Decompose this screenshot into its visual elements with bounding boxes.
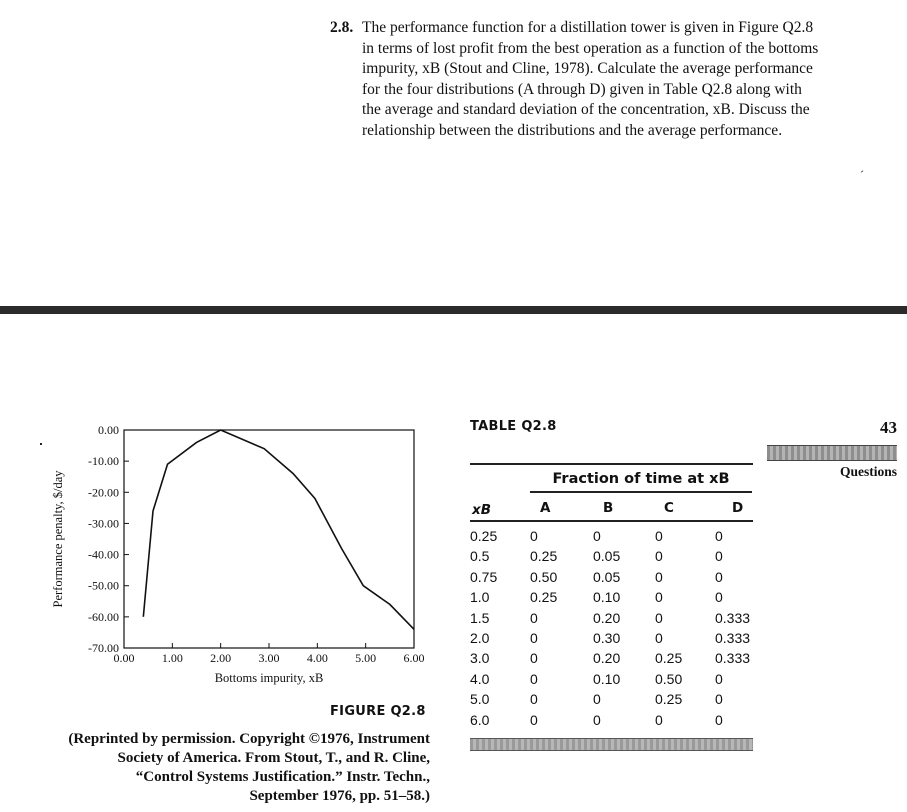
problem-line: relationship between the distributions and the average performance.: [362, 121, 783, 139]
table-cell: 0.333: [715, 609, 751, 626]
table-cell: 0.25: [530, 548, 558, 565]
table-cell: 0.20: [593, 650, 621, 667]
table-header-rule: [470, 520, 753, 522]
table-cell: 0.50: [655, 670, 683, 687]
credit-line: September 1976, pp. 51–58.): [249, 788, 430, 804]
x-tick-label: 0.00: [113, 651, 135, 665]
table-cell: 0.30: [593, 630, 621, 646]
y-tick-label: -10.00: [88, 454, 119, 469]
table-cell: 0: [715, 528, 723, 544]
figure-label: FIGURE Q2.8: [330, 704, 426, 719]
performance-line: [143, 430, 414, 629]
table-top-rule: [470, 463, 753, 465]
table-col-b: B: [603, 500, 614, 516]
table-cell: 0: [530, 630, 538, 646]
table-cell: 0: [655, 568, 663, 585]
page-header-bar: [767, 445, 897, 461]
table-col-c: C: [664, 500, 674, 516]
table-cell: 0: [530, 609, 538, 626]
table-cell: 0: [715, 548, 723, 565]
table-cell: 0: [530, 528, 538, 544]
table-cell: 0.05: [593, 568, 621, 585]
problem-line: for the four distributions (A through D) given in Table Q2.8 along with: [362, 80, 802, 98]
table-cell-xb: 0.75: [470, 568, 498, 585]
table-cell: 0.10: [593, 589, 621, 606]
y-tick-label: -60.00: [88, 609, 119, 624]
table-cell: 0.333: [715, 630, 751, 646]
table-cell: 0.25: [655, 650, 683, 667]
table-cell: 0: [530, 670, 538, 687]
table-cell: 0.25: [655, 691, 683, 708]
x-tick-label: 5.00: [355, 651, 377, 665]
page-number: 43: [880, 418, 897, 437]
table-cell: 0.20: [593, 609, 621, 626]
table-cell: 0: [530, 711, 538, 728]
x-tick-label: 4.00: [306, 651, 328, 665]
group-header-rule: [530, 491, 752, 493]
table-cell-xb: 0.25: [470, 528, 498, 544]
table-cell-xb: 2.0: [470, 630, 490, 646]
table-cell: 0.25: [530, 589, 558, 606]
stray-mark: ˊ: [860, 168, 864, 182]
table-cell: 0: [715, 711, 723, 728]
x-tick-label: 1.00: [161, 651, 183, 665]
table-cell: 0: [655, 630, 663, 646]
problem-line: in terms of lost profit from the best operation as a function of the bottoms: [362, 39, 819, 57]
y-tick-label: -30.00: [88, 516, 119, 531]
table-col-a: A: [540, 500, 551, 516]
problem-number: 2.8.: [330, 19, 354, 36]
x-tick-label: 3.00: [258, 651, 280, 665]
problem-statement: [330, 18, 870, 141]
table-group-header: Fraction of time at xB: [552, 471, 730, 487]
table-cell: 0: [655, 548, 663, 565]
credit-line: “Control Systems Justification.” Instr. Techn.,: [135, 769, 430, 785]
x-tick-label: 2.00: [210, 651, 232, 665]
credit-line: Society of America. From Stout, T., and R. Cline,: [117, 750, 430, 766]
speck: [40, 443, 42, 445]
table-cell: 0: [655, 528, 663, 544]
table-cell-xb: 1.5: [470, 609, 490, 626]
table-cell: 0.10: [593, 670, 621, 687]
table-title: TABLE Q2.8: [470, 419, 557, 434]
x-tick-label: 6.00: [403, 651, 425, 665]
table-col-xb: xB: [472, 502, 491, 518]
table-cell-xb: 3.0: [470, 650, 490, 667]
x-axis-label: Bottoms impurity, xB: [214, 671, 324, 685]
y-tick-label: -40.00: [88, 547, 119, 562]
table-cell: 0: [593, 691, 601, 708]
table-cell: 0: [715, 691, 723, 708]
table-cell: 0: [593, 711, 601, 728]
figure-credit: [50, 730, 430, 806]
table-cell: 0: [715, 670, 723, 687]
table-cell: 0: [655, 589, 663, 606]
table-cell-xb: 6.0: [470, 711, 490, 728]
table-cell: 0: [655, 609, 663, 626]
problem-line: the average and standard deviation of the concentration, xB. Discuss the: [362, 101, 810, 118]
performance-chart: [50, 415, 440, 705]
credit-line: (Reprinted by permission. Copyright ©1976, Instrument: [68, 731, 430, 747]
page-divider: [0, 306, 907, 314]
y-tick-label: -20.00: [88, 485, 119, 500]
y-tick-label: 0.00: [98, 423, 119, 437]
table-cell: 0: [715, 568, 723, 585]
table-cell: 0: [655, 711, 663, 728]
table-cell-xb: 4.0: [470, 670, 490, 687]
table-col-d: D: [732, 500, 744, 516]
table-cell-xb: 1.0: [470, 589, 490, 606]
table-cell: 0: [530, 691, 538, 708]
y-tick-label: -50.00: [88, 578, 119, 593]
table-cell: 0.333: [715, 650, 751, 667]
table-cell: 0.50: [530, 568, 558, 585]
table-cell: 0: [715, 589, 723, 606]
table-bottom-bar: [470, 738, 753, 751]
table-cell-xb: 5.0: [470, 691, 490, 708]
running-head: Questions: [839, 464, 897, 479]
table-cell-xb: 0.5: [470, 548, 490, 565]
y-axis-label: Performance penalty, $/day: [51, 470, 65, 608]
table-cell: 0: [530, 650, 538, 667]
problem-line: The performance function for a distillation tower is given in Figure Q2.8: [362, 19, 814, 36]
table-cell: 0: [593, 528, 601, 544]
problem-line: impurity, xB (Stout and Cline, 1978). Calculate the average performance: [362, 60, 813, 77]
plot-frame: [124, 430, 414, 648]
y-tick-label: -70.00: [88, 641, 119, 655]
table-cell: 0.05: [593, 548, 621, 565]
